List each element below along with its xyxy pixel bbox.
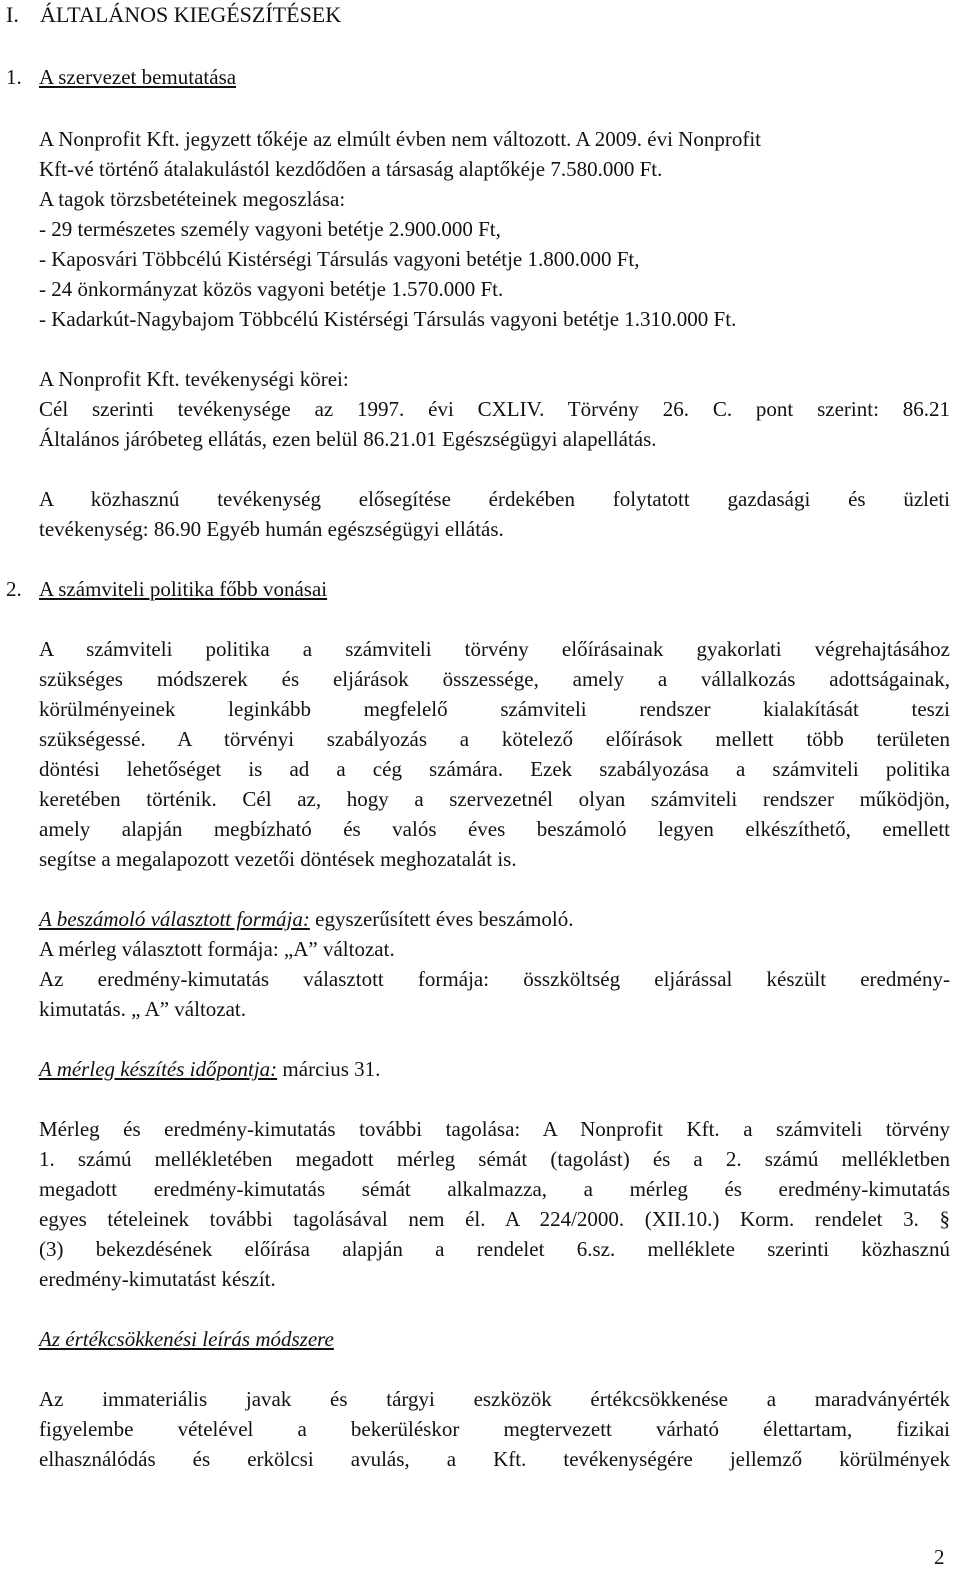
balance-date-value: március 31. (277, 1057, 381, 1081)
balance-form-line: A mérleg választott formája: „A” változat. (39, 937, 395, 961)
section-2-title: A számviteli politika főbb vonásai (39, 577, 328, 601)
page-number: 2 (934, 1545, 945, 1569)
policy-line: szükségessé. A törvényi szabályozás a kötelező előírások mellett több területen (39, 727, 950, 751)
depreciation-line: Az immateriális javak és tárgyi eszközök értékcsökkenése a maradványérték (39, 1387, 950, 1411)
policy-line: segítse a megalapozott vezetői döntések meghozatalát is. (39, 847, 517, 871)
activity-line: Cél szerinti tevékenysége az 1997. évi CXLIV. Törvény 26. C. pont szerint: 86.21 (39, 397, 950, 421)
policy-line: körülményeinek leginkább megfelelő számviteli rendszer kialakítását teszi (39, 697, 950, 721)
policy-line: keretében történik. Cél az, hogy a szervezetnél olyan számviteli rendszer működjön, (39, 787, 950, 811)
report-form-value: egyszerűsített éves beszámoló. (309, 907, 574, 931)
activity-line: Általános járóbeteg ellátás, ezen belül 86.21.01 Egészségügyi alapellátás. (39, 427, 657, 451)
depreciation-line: figyelembe vételével a bekerüléskor megtervezett várható élettartam, fizikai (39, 1417, 950, 1441)
org-text-line: A tagok törzsbetéteinek megoszlása: (39, 187, 346, 211)
shareholder-item: - 29 természetes személy vagyoni betétje 2.900.000 Ft, (39, 217, 501, 241)
activity-line: A közhasznú tevékenység elősegítése érdekében folytatott gazdasági és üzleti (39, 487, 950, 511)
breakdown-line: (3) bekezdésének előírása alapján a rendelet 6.sz. melléklete szerinti közhasznú (39, 1237, 950, 1261)
section-1-title: A szervezet bemutatása (39, 65, 237, 89)
report-form-line (39, 904, 573, 934)
balance-date-line (39, 1054, 380, 1084)
main-heading-number: I. (6, 2, 19, 27)
policy-line: A számviteli politika a számviteli törvény előírásainak gyakorlati végrehajtásához (39, 637, 950, 661)
section-2-number: 2. (6, 577, 22, 601)
policy-line: szükséges módszerek és eljárások összessége, amely a vállalkozás adottságainak, (39, 667, 950, 691)
breakdown-line: 1. számú mellékletében megadott mérleg sémát (tagolást) és a 2. számú mellékletben (39, 1147, 950, 1171)
breakdown-line: Mérleg és eredmény-kimutatás további tagolása: A Nonprofit Kft. a számviteli törvény (39, 1117, 950, 1141)
section-1-number: 1. (6, 65, 22, 89)
shareholder-item: - Kadarkút-Nagybajom Többcélú Kistérségi Társulás vagyoni betétje 1.310.000 Ft. (39, 307, 737, 331)
depreciation-line: elhasználódás és erkölcsi avulás, a Kft. tevékenységére jellemző körülmények (39, 1447, 950, 1471)
activity-line: tevékenység: 86.90 Egyéb humán egészségügyi ellátás. (39, 517, 504, 541)
shareholder-item: - Kaposvári Többcélú Kistérségi Társulás vagyoni betétje 1.800.000 Ft, (39, 247, 640, 271)
breakdown-line: eredmény-kimutatást készít. (39, 1267, 276, 1291)
depreciation-title: Az értékcsökkenési leírás módszere (39, 1327, 334, 1351)
section-2-heading (6, 574, 327, 604)
policy-line: döntési lehetőséget is ad a cég számára. Ezek szabályozása a számviteli politika (39, 757, 950, 781)
income-form-line: kimutatás. „ A” változat. (39, 997, 247, 1021)
policy-line: amely alapján megbízható és valós éves beszámoló legyen elkészíthető, emellett (39, 817, 950, 841)
balance-date-label: A mérleg készítés időpontja: (39, 1057, 278, 1081)
main-heading (6, 0, 341, 30)
income-form-line: Az eredmény-kimutatás választott formája: összköltség eljárással készült eredmény- (39, 967, 950, 991)
section-1-heading (6, 62, 236, 92)
report-form-label: A beszámoló választott formája: (39, 907, 310, 931)
activity-line: A Nonprofit Kft. tevékenységi körei: (39, 367, 349, 391)
org-text-line: Kft-vé történő átalakulástól kezdődően a társaság alaptőkéje 7.580.000 Ft. (39, 157, 663, 181)
org-text-line: A Nonprofit Kft. jegyzett tőkéje az elmúlt évben nem változott. A 2009. évi Nonprofit (39, 127, 761, 151)
breakdown-line: megadott eredmény-kimutatás sémát alkalmazza, a mérleg és eredmény-kimutatás (39, 1177, 950, 1201)
breakdown-line: egyes tételeinek további tagolásával nem él. A 224/2000. (XII.10.) Korm. rendelet 3. § (39, 1207, 950, 1231)
shareholder-item: - 24 önkormányzat közös vagyoni betétje 1.570.000 Ft. (39, 277, 504, 301)
main-heading-title: ÁLTALÁNOS KIEGÉSZÍTÉSEK (40, 2, 342, 27)
